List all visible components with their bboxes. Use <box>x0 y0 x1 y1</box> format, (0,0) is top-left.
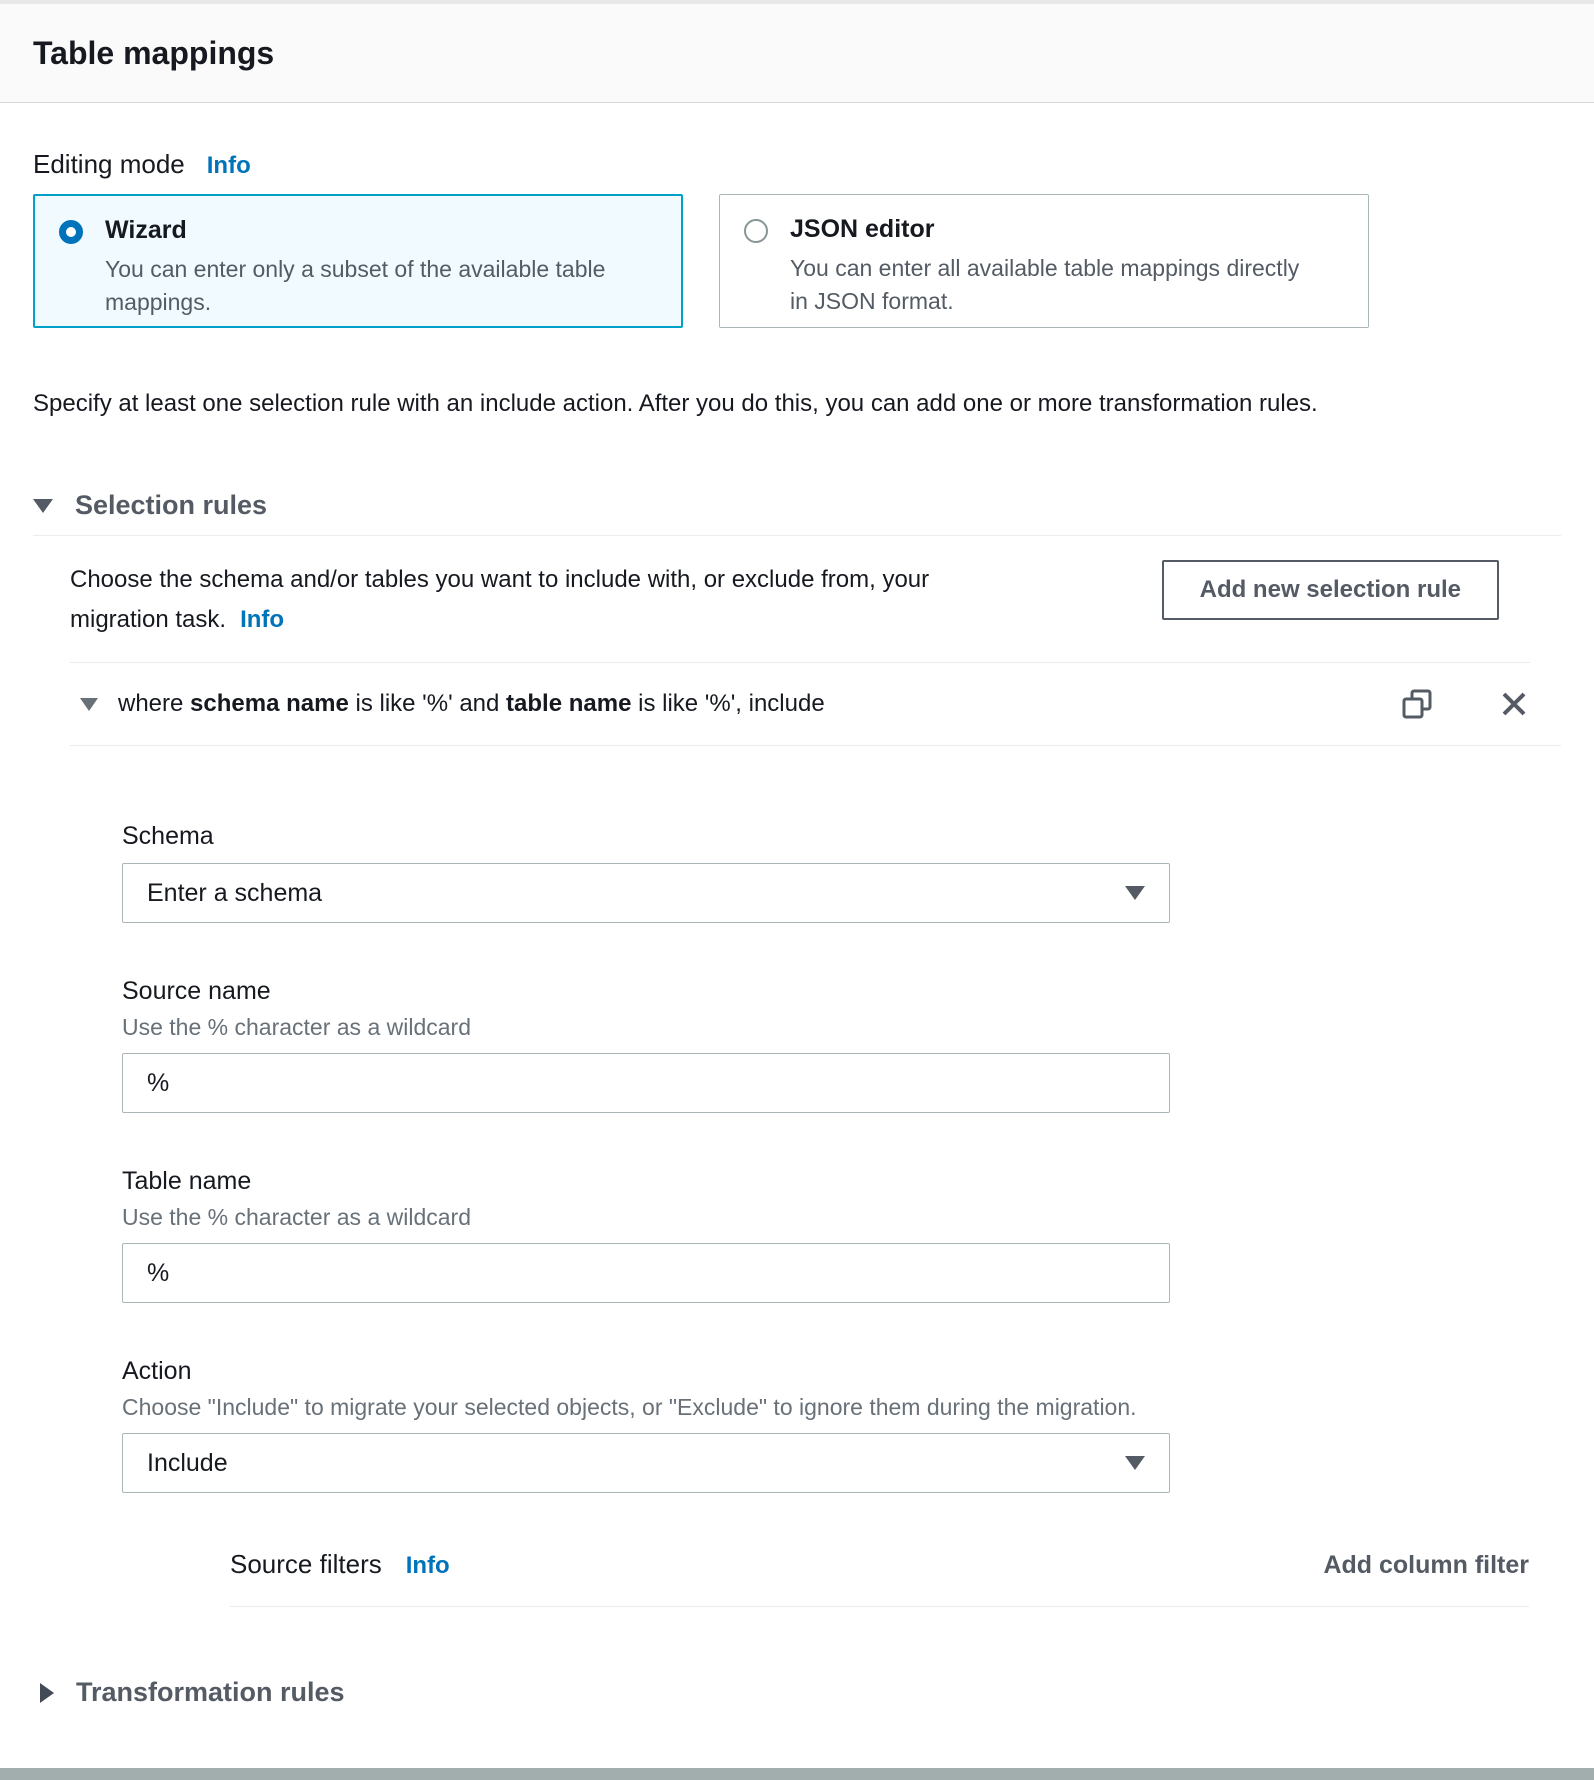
dropdown-arrow-icon <box>1125 1456 1145 1470</box>
source-name-input[interactable] <box>122 1053 1170 1113</box>
divider <box>230 1606 1529 1607</box>
source-filters-info-link[interactable]: Info <box>405 1552 450 1579</box>
json-editor-option-label: JSON editor <box>790 215 935 243</box>
schema-select[interactable] <box>122 863 1170 923</box>
chevron-down-icon[interactable] <box>33 499 53 513</box>
table-name-helper: Use the % character as a wildcard <box>122 1204 471 1230</box>
selection-rules-header[interactable] <box>33 490 1561 536</box>
dropdown-arrow-icon <box>1125 886 1145 900</box>
intro-text: Specify at least one selection rule with an include action. After you do this, you can add one or more transformation rules. <box>33 390 1318 417</box>
copy-rule-button[interactable] <box>1400 687 1434 721</box>
action-select-value: Include <box>147 1448 228 1477</box>
schema-label: Schema <box>122 822 214 850</box>
selection-rules-section <box>33 490 1561 1607</box>
chevron-right-icon[interactable] <box>40 1683 54 1703</box>
add-selection-rule-button[interactable]: Add new selection rule <box>1162 560 1499 620</box>
editing-mode-label: Editing mode <box>33 149 185 179</box>
bottom-scrollbar[interactable] <box>0 1768 1594 1780</box>
selection-rules-heading: Selection rules <box>75 490 268 520</box>
radio-selected-icon[interactable] <box>59 220 83 244</box>
rule-chevron-down-icon[interactable] <box>80 698 98 711</box>
editing-mode-option-json-editor[interactable] <box>719 194 1369 328</box>
selection-rules-description: Choose the schema and/or tables you want to include with, or exclude from, your migration task. Info <box>70 566 930 633</box>
action-helper: Choose "Include" to migrate your selected objects, or "Exclude" to ignore them during the migration. <box>122 1394 1137 1420</box>
transformation-rules-header[interactable] <box>33 1677 1561 1708</box>
wizard-option-label: Wizard <box>105 216 187 244</box>
page-title: Table mappings <box>33 34 275 71</box>
source-name-helper: Use the % character as a wildcard <box>122 1014 471 1040</box>
table-name-label: Table name <box>122 1167 252 1195</box>
panel-header <box>0 4 1594 103</box>
action-select[interactable] <box>122 1433 1170 1493</box>
rule-header-row <box>70 663 1561 746</box>
transformation-rules-heading: Transformation rules <box>76 1677 345 1707</box>
json-editor-option-description: You can enter all available table mappings directly in JSON format. <box>790 255 1300 314</box>
schema-select-value: Enter a schema <box>147 878 323 907</box>
close-icon <box>1498 688 1530 720</box>
add-column-filter-button[interactable]: Add column filter <box>1323 1551 1529 1579</box>
source-filters-label: Source filters <box>230 1549 382 1579</box>
editing-mode-info-link[interactable]: Info <box>206 152 251 179</box>
table-name-input[interactable] <box>122 1243 1170 1303</box>
radio-unselected-icon[interactable] <box>744 219 768 243</box>
rule-summary: where schema name is like '%' and table name is like '%', include <box>118 690 825 717</box>
copy-icon <box>1400 687 1434 721</box>
editing-mode-option-wizard[interactable] <box>33 194 683 328</box>
source-name-label: Source name <box>122 977 271 1005</box>
selection-rules-info-link[interactable]: Info <box>240 606 285 633</box>
remove-rule-button[interactable] <box>1498 688 1530 720</box>
action-label: Action <box>122 1357 192 1385</box>
wizard-option-description: You can enter only a subset of the available table mappings. <box>105 256 606 315</box>
